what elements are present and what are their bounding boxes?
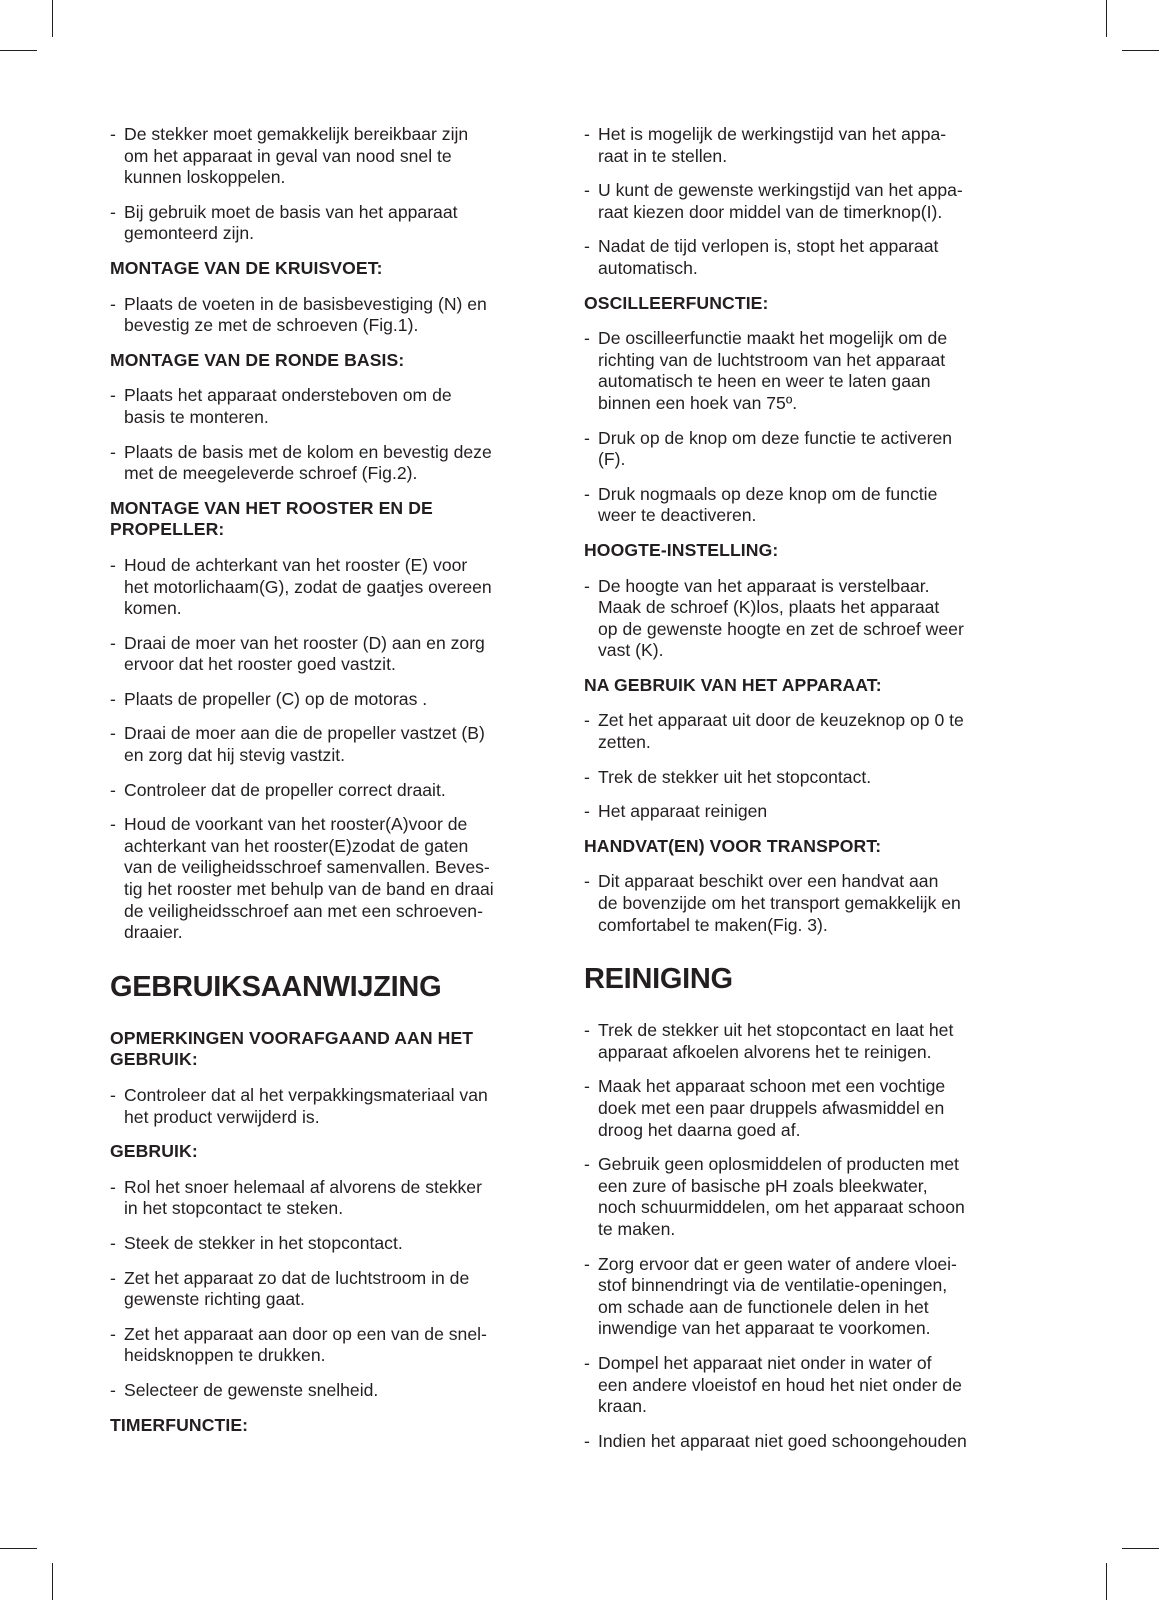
subsection-heading [584,836,1026,858]
bullet-dash: - [584,1076,590,1097]
text-line: Maak de schroef (K)los, plaats het apparaat [598,597,940,618]
bullet-dash: - [584,483,590,504]
bullet-dash: - [584,180,590,201]
text-line: Controleer dat al het verpakkingsmateriaal van [124,1085,488,1105]
text-line: doek met een paar druppels afwasmiddel en [598,1098,945,1118]
text-line: Plaats de basis met de kolom en bevestig deze [124,441,492,462]
bullet-dash: - [110,201,116,222]
subsection-heading [584,540,1026,562]
list-item [584,428,1026,471]
text-line: Plaats de propeller (C) op de motoras . [124,688,428,709]
text-line: ervoor dat het rooster goed vastzit. [124,654,396,675]
left-column [110,124,552,1450]
text-line: achterkant van het rooster(E)zodat de gaten [124,835,469,856]
text-line: De stekker moet gemakkelijk bereikbaar zijn [124,124,469,144]
list-item [110,814,552,944]
list-item [584,180,1026,223]
list-item [584,236,1026,279]
list-item [584,1254,1026,1340]
text-line: TIMERFUNCTIE: [110,1414,249,1435]
text-line: comfortabel te maken(Fig. 3). [598,914,828,935]
list-item [584,576,1026,662]
list-item [110,555,552,620]
text-line: Zorg ervoor dat er geen water of andere vloei- [598,1253,957,1274]
list-item [110,689,552,711]
bullet-dash: - [110,779,116,800]
list-item [110,385,552,428]
list-item [584,871,1026,936]
text-line: noch schuurmiddelen, om het apparaat schoon [598,1197,965,1218]
text-line: Draai de moer van het rooster (D) aan en zorg [124,632,485,653]
text-line: te maken. [598,1218,676,1239]
text-line: raat in te stellen. [598,145,728,166]
bullet-dash: - [110,632,116,653]
bullet-dash: - [110,293,116,314]
bullet-dash: - [584,575,590,596]
crop-mark [0,50,37,51]
text-line: U kunt de gewenste werkingstijd van het appa- [598,180,963,201]
list-item [110,633,552,676]
bullet-dash: - [110,1379,116,1400]
list-item [584,484,1026,527]
right-column [584,124,1026,1465]
list-item [584,1020,1026,1063]
text-line: De hoogte van het apparaat is verstelbaar. [598,575,930,596]
list-item [584,1154,1026,1240]
text-line: PROPELLER: [110,519,225,540]
bullet-dash: - [584,1352,590,1373]
text-line: Steek de stekker in het stopcontact. [124,1232,403,1253]
list-item [110,723,552,766]
list-item [584,328,1026,414]
text-line: een zure of basische pH zoals bleekwater, [598,1175,928,1196]
text-line: weer te deactiveren. [598,505,757,526]
text-line: GEBRUIK: [110,1049,198,1070]
list-item [110,1177,552,1220]
text-line: stof binnendringt via de ventilatie-openingen, [598,1275,948,1296]
text-line: binnen een hoek van 75º. [598,392,798,413]
bullet-dash: - [110,385,116,406]
text-line: Draai de moer aan die de propeller vastzet (B) [124,723,485,744]
text-line: Druk op de knop om deze functie te activeren [598,427,953,448]
text-line: Nadat de tijd verlopen is, stopt het apparaat [598,236,939,257]
text-line: GEBRUIK: [110,1141,198,1162]
text-line: om schade aan de functionele delen in het [598,1296,929,1317]
bullet-dash: - [110,688,116,709]
crop-mark [0,1548,37,1549]
text-line: Trek de stekker uit het stopcontact en laat het [598,1020,954,1041]
text-line: basis te monteren. [124,406,269,427]
list-item [584,1076,1026,1141]
bullet-dash: - [110,723,116,744]
text-line: gewenste richting gaat. [124,1289,305,1310]
list-item [110,1324,552,1367]
text-line: de veiligheidsschroef aan met een schroeven- [124,900,483,921]
text-line: om het apparaat in geval van nood snel te [124,145,452,166]
text-line: richting van de luchtstroom van het apparaat [598,349,946,370]
text-line: van de veiligheidsschroef samenvallen. Beves- [124,857,490,878]
crop-mark [1122,1548,1159,1549]
subsection-heading [110,1141,552,1163]
text-line: Controleer dat de propeller correct draait. [124,779,446,800]
list-item [110,1233,552,1255]
text-line: een andere vloeistof en houd het niet onder de [598,1374,962,1395]
text-line: OPMERKINGEN VOORAFGAAND AAN HET [110,1027,474,1048]
list-item [584,124,1026,167]
subsection-heading [110,1028,552,1071]
text-line: Zet het apparaat zo dat de luchtstroom in de [124,1267,470,1288]
bullet-dash: - [584,236,590,257]
text-line: Trek de stekker uit het stopcontact. [598,766,872,787]
text-line: Selecteer de gewenste snelheid. [124,1379,379,1400]
list-item [110,124,552,189]
list-item [110,1085,552,1128]
bullet-dash: - [584,1253,590,1274]
bullet-dash: - [584,1020,590,1041]
text-line: zetten. [598,732,651,753]
bullet-dash: - [110,1085,116,1105]
text-line: heidsknoppen te drukken. [124,1345,326,1366]
bullet-dash: - [584,801,590,822]
text-line: Indien het apparaat niet goed schoongehouden [598,1430,967,1451]
bullet-dash: - [110,554,116,575]
list-item [110,1380,552,1402]
text-line: in het stopcontact te steken. [124,1198,344,1219]
text-line: Dompel het apparaat niet onder in water of [598,1352,932,1373]
bullet-dash: - [110,814,116,835]
text-line: Druk nogmaals op deze knop om de functie [598,483,938,504]
text-line: Houd de achterkant van het rooster (E) voor [124,554,468,575]
text-line: Rol het snoer helemaal af alvorens de stekker [124,1176,482,1197]
list-item [110,294,552,337]
bullet-dash: - [584,328,590,349]
text-line: Houd de voorkant van het rooster(A)voor de [124,814,468,835]
text-line: Plaats het apparaat ondersteboven om de [124,385,452,406]
text-line: GEBRUIKSAANWIJZING [110,970,442,1003]
text-line: REINIGING [584,963,733,996]
text-line: kraan. [598,1396,647,1417]
bullet-dash: - [584,124,590,144]
bullet-dash: - [584,1154,590,1175]
text-line: HOOGTE-INSTELLING: [584,539,779,560]
text-line: Bij gebruik moet de basis van het apparaat [124,201,458,222]
bullet-dash: - [584,1430,590,1451]
text-line: MONTAGE VAN DE RONDE BASIS: [110,349,405,370]
text-line: MONTAGE VAN DE KRUISVOET: [110,257,383,278]
subsection-heading [584,293,1026,315]
subsection-heading [110,498,552,541]
bullet-dash: - [584,427,590,448]
section-heading [110,970,552,1004]
text-line: droog het daarna goed af. [598,1119,801,1140]
crop-mark [1106,1563,1107,1600]
list-item [110,1268,552,1311]
text-line: Plaats de voeten in de basisbevestiging (N) en [124,293,487,314]
list-item [584,767,1026,789]
text-line: Het apparaat reinigen [598,801,768,822]
bullet-dash: - [110,1323,116,1344]
text-line: komen. [124,598,182,619]
text-line: Het is mogelijk de werkingstijd van het appa- [598,124,947,144]
text-line: Gebruik geen oplosmiddelen of producten met [598,1154,959,1175]
text-line: automatisch. [598,257,698,278]
bullet-dash: - [584,710,590,731]
bullet-dash: - [584,766,590,787]
bullet-dash: - [110,1176,116,1197]
bullet-dash: - [110,1232,116,1253]
crop-mark [1122,50,1159,51]
text-line: het product verwijderd is. [124,1106,320,1127]
text-line: automatisch te heen en weer te laten gaan [598,371,931,392]
crop-mark [1106,0,1107,37]
text-line: HANDVAT(EN) VOOR TRANSPORT: [584,835,882,856]
text-line: het motorlichaam(G), zodat de gaatjes overeen [124,576,492,597]
text-line: raat kiezen door middel van de timerknop(I). [598,201,943,222]
text-line: kunnen loskoppelen. [124,167,286,188]
crop-mark [52,0,53,37]
text-line: Zet het apparaat aan door op een van de snel- [124,1323,487,1344]
list-item [584,801,1026,823]
text-line: Maak het apparaat schoon met een vochtige [598,1076,946,1097]
subsection-heading [110,350,552,372]
subsection-heading [584,675,1026,697]
text-line: de bovenzijde om het transport gemakkelijk en [598,893,961,914]
text-line: gemonteerd zijn. [124,223,255,244]
text-line: apparaat afkoelen alvorens het te reinigen. [598,1041,932,1062]
text-line: en zorg dat hij stevig vastzit. [124,745,346,766]
list-item [110,202,552,245]
list-item [584,1431,1026,1453]
text-line: OSCILLEERFUNCTIE: [584,292,769,313]
text-line: inwendige van het apparaat te voorkomen. [598,1318,931,1339]
bullet-dash: - [110,1267,116,1288]
crop-mark [52,1563,53,1600]
list-item [110,442,552,485]
text-line: tig het rooster met behulp van de band en draai [124,879,494,900]
text-line: bevestig ze met de schroeven (Fig.1). [124,315,419,336]
bullet-dash: - [110,124,116,144]
bullet-dash: - [110,441,116,462]
section-heading [584,962,1026,996]
text-line: vast (K). [598,640,664,661]
list-item [110,780,552,802]
text-line: NA GEBRUIK VAN HET APPARAAT: [584,674,882,695]
list-item [584,710,1026,753]
text-line: (F). [598,449,626,470]
text-line: De oscilleerfunctie maakt het mogelijk om de [598,328,948,349]
text-line: draaier. [124,922,183,943]
text-line: op de gewenste hoogte en zet de schroef weer [598,618,964,639]
subsection-heading [110,258,552,280]
text-line: MONTAGE VAN HET ROOSTER EN DE [110,497,433,518]
bullet-dash: - [584,871,590,892]
subsection-heading [110,1415,552,1437]
text-line: Dit apparaat beschikt over een handvat aan [598,871,939,892]
text-line: Zet het apparaat uit door de keuzeknop op 0 te [598,710,964,731]
text-line: met de meegeleverde schroef (Fig.2). [124,463,418,484]
list-item [584,1353,1026,1418]
